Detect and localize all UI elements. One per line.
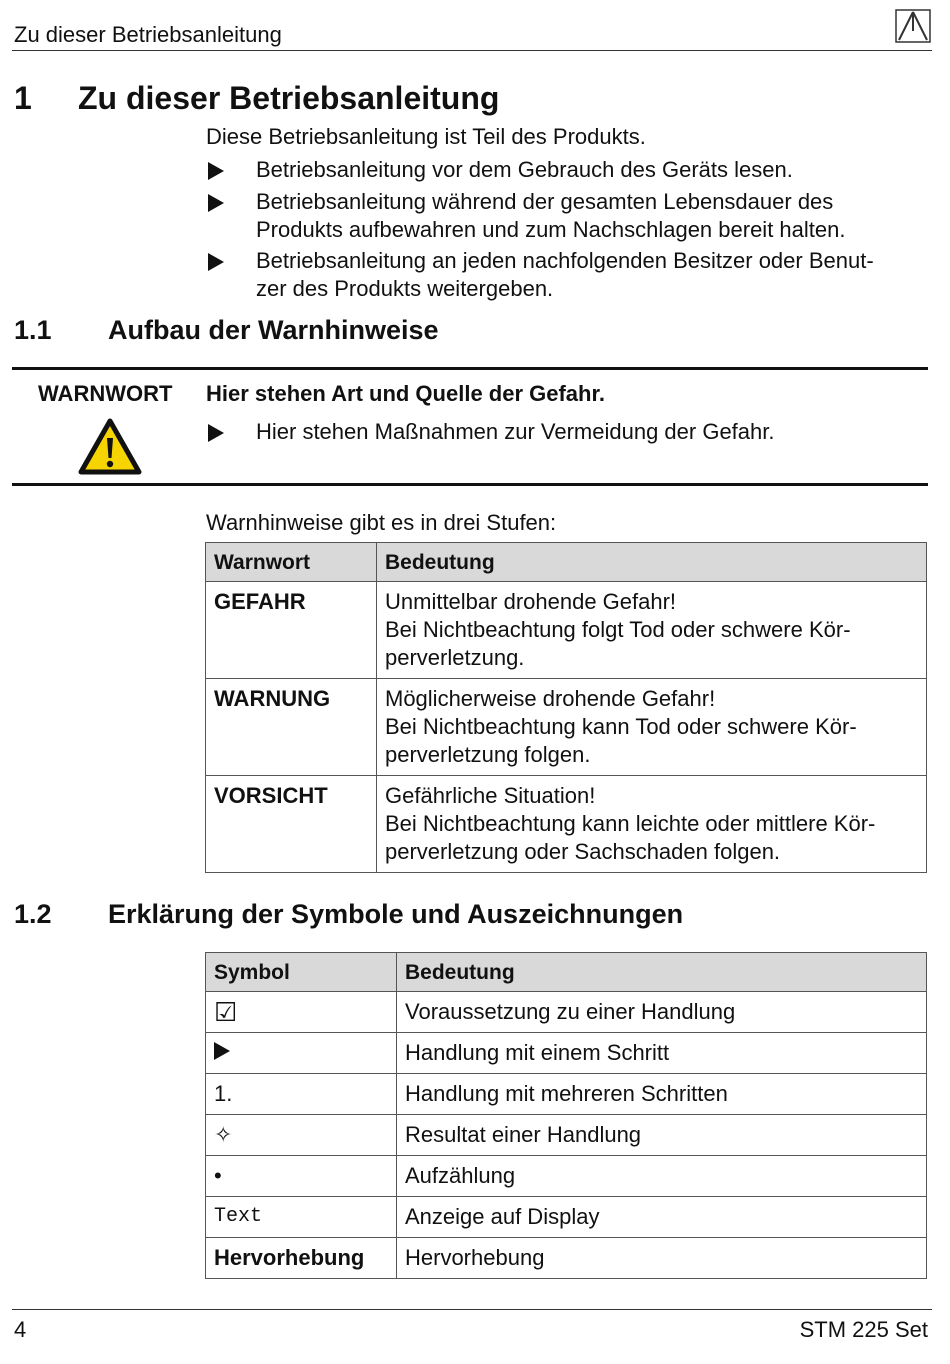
- bullet-icon: •: [206, 1156, 397, 1197]
- warning-signal-word: WARNWORT: [38, 381, 173, 406]
- meaning-cell: [377, 679, 927, 776]
- table-header-row: [206, 543, 927, 582]
- meaning-line: Bei Nichtbeachtung kann leichte oder mittlere Kör-: [385, 811, 876, 836]
- page-number: 4: [14, 1317, 27, 1342]
- table-row: [206, 776, 927, 873]
- meaning-line: Möglicherweise drohende Gefahr!: [385, 686, 716, 711]
- meaning-line: perverletzung oder Sachschaden folgen.: [385, 839, 781, 864]
- column-header: Symbol: [206, 953, 397, 992]
- table-row: [206, 679, 927, 776]
- section-1-title: Zu dieser Betriebsanleitung: [78, 80, 500, 116]
- symbols-table: [205, 952, 927, 1279]
- meaning-line: Bei Nichtbeachtung folgt Tod oder schwere Kör-: [385, 617, 851, 642]
- instruction-step: [206, 188, 926, 244]
- step-text: Produkts aufbewahren und zum Nachschlagen bereit halten.: [256, 217, 846, 242]
- signal-word-cell: VORSICHT: [206, 776, 377, 873]
- meaning-cell: Hervorhebung: [397, 1238, 927, 1279]
- step-text: Betriebsanleitung an jeden nachfolgenden Besitzer oder Benut-: [256, 248, 874, 273]
- warning-measure: [206, 418, 926, 446]
- step-text: Betriebsanleitung vor dem Gebrauch des Geräts lesen.: [256, 157, 793, 182]
- step-arrow-icon: [208, 162, 224, 180]
- meaning-cell: Voraussetzung zu einer Handlung: [397, 992, 927, 1033]
- section-1-1-number: 1.1: [14, 315, 52, 345]
- table-row: [206, 1074, 927, 1115]
- footer-rule: [12, 1309, 932, 1310]
- symbol-cell: [206, 1033, 397, 1074]
- meaning-line: Unmittelbar drohende Gefahr!: [385, 589, 677, 614]
- step-arrow-icon: [208, 194, 224, 212]
- triangle-logo-icon: [895, 9, 931, 43]
- step-text: Betriebsanleitung während der gesamten Lebensdauer des: [256, 189, 834, 214]
- instruction-step: [206, 247, 926, 303]
- table-row: [206, 582, 927, 679]
- section-1-number: 1: [14, 80, 32, 116]
- meaning-line: Gefährliche Situation!: [385, 783, 596, 808]
- meaning-cell: Aufzählung: [397, 1156, 927, 1197]
- warning-measure-text: Hier stehen Maßnahmen zur Vermeidung der Gefahr.: [256, 419, 775, 444]
- meaning-cell: [377, 582, 927, 679]
- step-text: zer des Produkts weitergeben.: [256, 276, 554, 301]
- result-arrow-icon: ✧: [206, 1115, 397, 1156]
- symbol-cell: 1.: [206, 1074, 397, 1115]
- warning-box-top-rule: [12, 367, 928, 370]
- column-header: Bedeutung: [397, 953, 927, 992]
- warning-box-bottom-rule: [12, 483, 928, 486]
- table-row: [206, 1033, 927, 1074]
- meaning-line: perverletzung.: [385, 645, 525, 670]
- table-row: [206, 1156, 927, 1197]
- symbol-cell: Hervorhebung: [206, 1238, 397, 1279]
- column-header: Warnwort: [206, 543, 377, 582]
- header-rule: [12, 50, 932, 51]
- running-header-title: Zu dieser Betriebsanleitung: [14, 22, 282, 47]
- table-row: [206, 1238, 927, 1279]
- meaning-line: Bei Nichtbeachtung kann Tod oder schwere Kör-: [385, 714, 857, 739]
- section-1-2-number: 1.2: [14, 899, 52, 929]
- table-row: [206, 992, 927, 1033]
- table-header-row: [206, 953, 927, 992]
- warning-headline: Hier stehen Art und Quelle der Gefahr.: [206, 381, 605, 406]
- warning-levels-table: [205, 542, 927, 873]
- document-id: STM 225 Set: [799, 1317, 928, 1342]
- meaning-cell: Handlung mit mehreren Schritten: [397, 1074, 927, 1115]
- meaning-cell: [377, 776, 927, 873]
- instruction-step: [206, 156, 926, 184]
- section-1-intro: Diese Betriebsanleitung ist Teil des Produkts.: [206, 124, 646, 149]
- meaning-cell: Anzeige auf Display: [397, 1197, 927, 1238]
- table-row: [206, 1115, 927, 1156]
- signal-word-cell: GEFAHR: [206, 582, 377, 679]
- signal-word-cell: WARNUNG: [206, 679, 377, 776]
- column-header: Bedeutung: [377, 543, 927, 582]
- warning-triangle-icon: [78, 418, 142, 476]
- step-arrow-icon: [208, 424, 224, 442]
- table-row: [206, 1197, 927, 1238]
- step-arrow-icon: [208, 253, 224, 271]
- checkbox-icon: ☑: [206, 992, 397, 1033]
- symbol-cell: Text: [206, 1197, 397, 1238]
- meaning-line: perverletzung folgen.: [385, 742, 591, 767]
- section-1-1-title: Aufbau der Warnhinweise: [108, 315, 439, 345]
- section-1-2-title: Erklärung der Symbole und Auszeichnungen: [108, 899, 684, 929]
- meaning-cell: Resultat einer Handlung: [397, 1115, 927, 1156]
- meaning-cell: Handlung mit einem Schritt: [397, 1033, 927, 1074]
- warning-levels-intro: Warnhinweise gibt es in drei Stufen:: [206, 510, 557, 535]
- step-arrow-icon: [214, 1042, 230, 1060]
